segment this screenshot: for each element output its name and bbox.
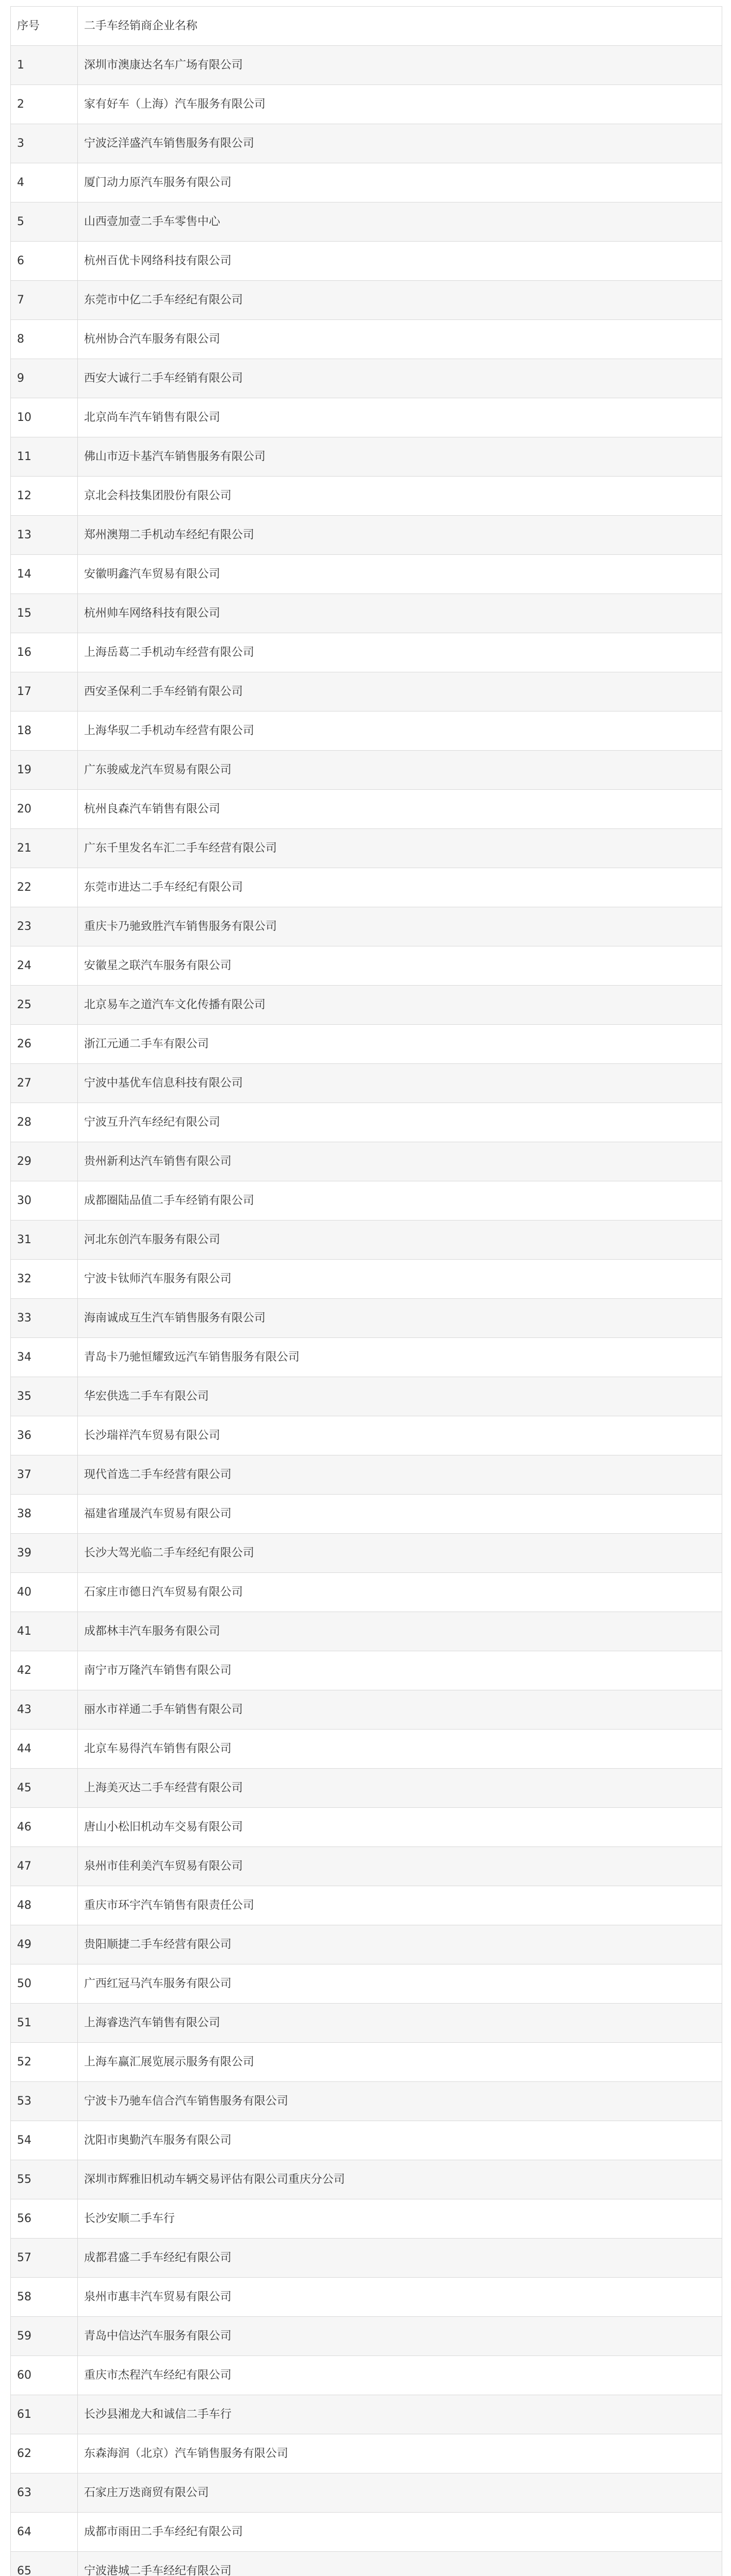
row-company-name: 杭州百优卡网络科技有限公司 [78,242,722,281]
row-company-name: 郑州澳翔二手机动车经纪有限公司 [78,516,722,555]
table-body [11,46,722,2576]
row-company-name: 山西壹加壹二手车零售中心 [78,202,722,242]
table-row [11,398,722,437]
row-company-name: 杭州帅车网络科技有限公司 [78,594,722,633]
table-row [11,2239,722,2278]
row-company-name: 泉州市佳利美汽车贸易有限公司 [78,1847,722,1886]
row-index: 24 [11,946,78,986]
row-index: 10 [11,398,78,437]
row-company-name: 东森海润（北京）汽车销售服务有限公司 [78,2434,722,2473]
row-index: 4 [11,163,78,202]
table-row [11,1534,722,1573]
row-index: 22 [11,868,78,907]
table-row [11,124,722,163]
row-company-name: 上海华驭二手机动车经营有限公司 [78,711,722,751]
row-company-name: 东莞市进达二手车经纪有限公司 [78,868,722,907]
table-row [11,437,722,477]
table-row [11,1416,722,1455]
table-row [11,1142,722,1181]
row-company-name: 石家庄万迭商贸有限公司 [78,2473,722,2513]
table-row [11,2317,722,2356]
row-index: 12 [11,477,78,516]
row-company-name: 贵阳顺捷二手车经营有限公司 [78,1925,722,1964]
table-row [11,1025,722,1064]
row-company-name: 重庆市环宇汽车销售有限责任公司 [78,1886,722,1925]
row-index: 40 [11,1573,78,1612]
row-company-name: 上海岳葛二手机动车经营有限公司 [78,633,722,672]
table-row [11,1690,722,1730]
row-index: 20 [11,790,78,829]
table-row [11,1299,722,1338]
row-company-name: 成都圈陆品值二手车经销有限公司 [78,1181,722,1221]
row-company-name: 成都市雨田二手车经纪有限公司 [78,2513,722,2552]
row-index: 33 [11,1299,78,1338]
row-company-name: 宁波中基优车信息科技有限公司 [78,1064,722,1103]
row-index: 18 [11,711,78,751]
row-index: 26 [11,1025,78,1064]
table-row [11,242,722,281]
row-index: 61 [11,2395,78,2434]
row-company-name: 华宏供选二手车有限公司 [78,1377,722,1416]
dealer-table [10,6,722,2576]
row-index: 65 [11,2552,78,2576]
row-index: 3 [11,124,78,163]
table-row [11,1573,722,1612]
row-company-name: 宁波泛洋盛汽车销售服务有限公司 [78,124,722,163]
row-company-name: 石家庄市德日汽车贸易有限公司 [78,1573,722,1612]
table-row [11,1651,722,1690]
row-index: 58 [11,2278,78,2317]
row-index: 52 [11,2043,78,2082]
row-index: 51 [11,2004,78,2043]
row-company-name: 长沙大驾光临二手车经纪有限公司 [78,1534,722,1573]
table-row [11,594,722,633]
table-row [11,1730,722,1769]
table-row [11,1377,722,1416]
table-row [11,477,722,516]
row-index: 43 [11,1690,78,1730]
header-company-name: 二手车经销商企业名称 [78,7,722,46]
row-index: 36 [11,1416,78,1455]
row-company-name: 河北东创汽车服务有限公司 [78,1221,722,1260]
table-row [11,829,722,868]
row-index: 46 [11,1808,78,1847]
row-company-name: 唐山小松旧机动车交易有限公司 [78,1808,722,1847]
table-row [11,2121,722,2160]
row-company-name: 深圳市辉雅旧机动车辆交易评估有限公司重庆分公司 [78,2160,722,2199]
table-row [11,1455,722,1495]
row-index: 47 [11,1847,78,1886]
row-company-name: 宁波港城二手车经纪有限公司 [78,2552,722,2576]
row-index: 27 [11,1064,78,1103]
table-row [11,2004,722,2043]
row-index: 13 [11,516,78,555]
row-index: 59 [11,2317,78,2356]
row-index: 62 [11,2434,78,2473]
table-row [11,1886,722,1925]
dealer-table-container [10,6,722,2576]
table-row [11,1221,722,1260]
row-index: 42 [11,1651,78,1690]
row-index: 28 [11,1103,78,1142]
row-index: 37 [11,1455,78,1495]
header-row [11,7,722,46]
row-company-name: 长沙县湘龙大和诚信二手车行 [78,2395,722,2434]
row-index: 19 [11,751,78,790]
table-header [11,7,722,46]
row-company-name: 佛山市迈卡基汽车销售服务有限公司 [78,437,722,477]
row-index: 49 [11,1925,78,1964]
table-row [11,2160,722,2199]
row-index: 9 [11,359,78,398]
row-index: 32 [11,1260,78,1299]
row-index: 38 [11,1495,78,1534]
row-index: 53 [11,2082,78,2121]
row-company-name: 贵州新利达汽车销售有限公司 [78,1142,722,1181]
row-company-name: 广东骏威龙汽车贸易有限公司 [78,751,722,790]
row-index: 14 [11,555,78,594]
table-row [11,2082,722,2121]
row-company-name: 重庆卡乃驰致胜汽车销售服务有限公司 [78,907,722,946]
row-index: 54 [11,2121,78,2160]
row-company-name: 南宁市万隆汽车销售有限公司 [78,1651,722,1690]
table-row [11,320,722,359]
row-company-name: 海南诚成互生汽车销售服务有限公司 [78,1299,722,1338]
row-index: 35 [11,1377,78,1416]
row-company-name: 现代首选二手车经营有限公司 [78,1455,722,1495]
table-row [11,281,722,320]
row-company-name: 宁波卡乃驰车信合汽车销售服务有限公司 [78,2082,722,2121]
table-row [11,359,722,398]
row-index: 45 [11,1769,78,1808]
row-company-name: 泉州市惠丰汽车贸易有限公司 [78,2278,722,2317]
row-company-name: 福建省瑾晟汽车贸易有限公司 [78,1495,722,1534]
row-company-name: 京北会科技集团股份有限公司 [78,477,722,516]
table-row [11,1338,722,1377]
row-index: 29 [11,1142,78,1181]
row-company-name: 青岛中信达汽车服务有限公司 [78,2317,722,2356]
row-company-name: 杭州良森汽车销售有限公司 [78,790,722,829]
row-index: 44 [11,1730,78,1769]
row-index: 64 [11,2513,78,2552]
row-index: 39 [11,1534,78,1573]
table-row [11,2395,722,2434]
table-row [11,986,722,1025]
table-row [11,907,722,946]
table-row [11,633,722,672]
row-company-name: 青岛卡乃驰恒耀致远汽车销售服务有限公司 [78,1338,722,1377]
row-index: 55 [11,2160,78,2199]
row-company-name: 西安大诚行二手车经销有限公司 [78,359,722,398]
row-index: 57 [11,2239,78,2278]
table-row [11,202,722,242]
row-company-name: 杭州协合汽车服务有限公司 [78,320,722,359]
row-company-name: 安徽明鑫汽车贸易有限公司 [78,555,722,594]
row-index: 56 [11,2199,78,2239]
row-index: 8 [11,320,78,359]
table-row [11,555,722,594]
table-row [11,1064,722,1103]
row-index: 17 [11,672,78,711]
row-company-name: 宁波互升汽车经纪有限公司 [78,1103,722,1142]
row-index: 48 [11,1886,78,1925]
table-row [11,868,722,907]
table-row [11,163,722,202]
row-index: 23 [11,907,78,946]
row-company-name: 成都林丰汽车服务有限公司 [78,1612,722,1651]
row-index: 7 [11,281,78,320]
row-index: 60 [11,2356,78,2395]
table-row [11,1808,722,1847]
row-company-name: 西安圣保利二手车经销有限公司 [78,672,722,711]
row-index: 16 [11,633,78,672]
table-row [11,1925,722,1964]
row-company-name: 浙江元通二手车有限公司 [78,1025,722,1064]
row-index: 5 [11,202,78,242]
table-row [11,1847,722,1886]
row-index: 1 [11,46,78,85]
row-index: 63 [11,2473,78,2513]
row-index: 31 [11,1221,78,1260]
row-company-name: 沈阳市奥勤汽车服务有限公司 [78,2121,722,2160]
row-company-name: 安徽星之联汽车服务有限公司 [78,946,722,986]
table-row [11,85,722,124]
table-row [11,672,722,711]
table-row [11,2043,722,2082]
table-row [11,790,722,829]
table-row [11,1769,722,1808]
row-company-name: 上海美灭达二手车经营有限公司 [78,1769,722,1808]
row-company-name: 长沙瑞祥汽车贸易有限公司 [78,1416,722,1455]
row-index: 30 [11,1181,78,1221]
row-company-name: 成都君盛二手车经纪有限公司 [78,2239,722,2278]
table-row [11,1612,722,1651]
table-row [11,751,722,790]
table-row [11,1495,722,1534]
row-index: 6 [11,242,78,281]
row-index: 34 [11,1338,78,1377]
row-company-name: 宁波卡钛师汽车服务有限公司 [78,1260,722,1299]
table-row [11,2434,722,2473]
table-row [11,2552,722,2576]
table-row [11,1260,722,1299]
row-company-name: 北京车易得汽车销售有限公司 [78,1730,722,1769]
table-row [11,711,722,751]
row-company-name: 厦门动力原汽车服务有限公司 [78,163,722,202]
row-index: 15 [11,594,78,633]
table-row [11,2513,722,2552]
table-row [11,2356,722,2395]
row-company-name: 丽水市祥通二手车销售有限公司 [78,1690,722,1730]
row-index: 21 [11,829,78,868]
table-row [11,2473,722,2513]
row-company-name: 北京尚车汽车销售有限公司 [78,398,722,437]
row-company-name: 家有好车（上海）汽车服务有限公司 [78,85,722,124]
table-row [11,46,722,85]
row-index: 50 [11,1964,78,2004]
table-row [11,2278,722,2317]
row-company-name: 重庆市杰程汽车经纪有限公司 [78,2356,722,2395]
row-index: 25 [11,986,78,1025]
table-row [11,1103,722,1142]
row-company-name: 上海睿迭汽车销售有限公司 [78,2004,722,2043]
row-index: 2 [11,85,78,124]
row-company-name: 长沙安顺二手车行 [78,2199,722,2239]
table-row [11,2199,722,2239]
row-company-name: 广东千里发名车汇二手车经营有限公司 [78,829,722,868]
row-company-name: 东莞市中亿二手车经纪有限公司 [78,281,722,320]
table-row [11,516,722,555]
row-company-name: 深圳市澳康达名车广场有限公司 [78,46,722,85]
table-row [11,946,722,986]
row-index: 41 [11,1612,78,1651]
table-row [11,1964,722,2004]
table-row [11,1181,722,1221]
header-index: 序号 [11,7,78,46]
row-company-name: 上海车赢汇展览展示服务有限公司 [78,2043,722,2082]
row-company-name: 广西红冠马汽车服务有限公司 [78,1964,722,2004]
row-company-name: 北京易车之道汽车文化传播有限公司 [78,986,722,1025]
row-index: 11 [11,437,78,477]
